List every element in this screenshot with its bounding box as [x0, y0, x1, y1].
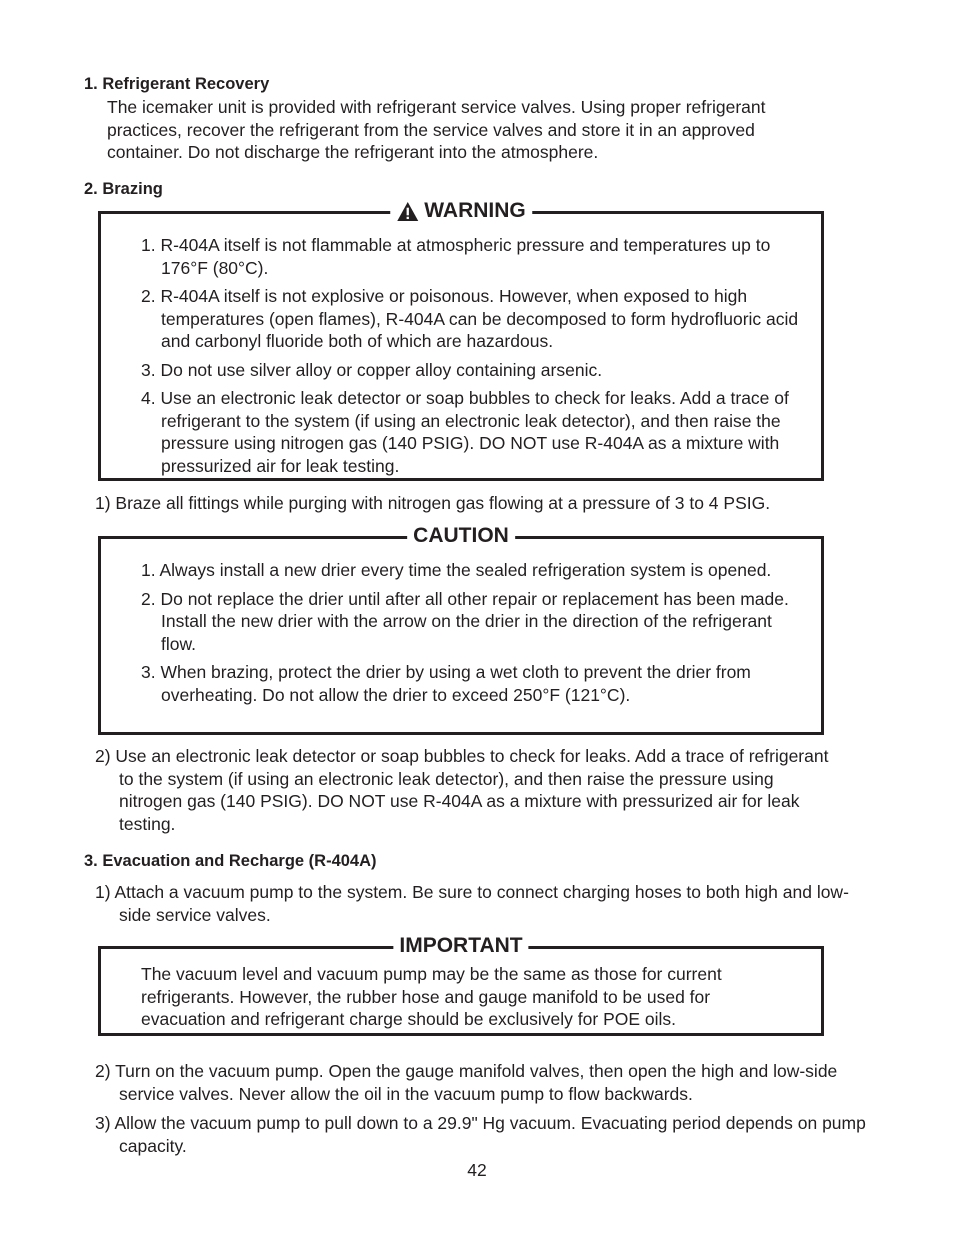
- caution-list: [141, 559, 801, 712]
- warning-title: [390, 198, 532, 224]
- warning-item: 1. R-404A itself is not flammable at atmospheric pressure and temperatures up to 176°F (80°C).: [141, 235, 771, 278]
- page-number: 42: [467, 1160, 487, 1180]
- brazing-step-2: 2) Use an electronic leak detector or soap bubbles to check for leaks. Add a trace of refrigerant to the system (if using an electronic leak detector), and then raise the pressure using nitrogen gas (140 PSIG). DO NOT use R-404A as a mixture with pressurized air for leak testing.: [95, 746, 829, 834]
- warning-item: 3. Do not use silver alloy or copper alloy containing arsenic.: [141, 359, 603, 380]
- brazing-step-1: 1) Braze all fittings while purging with nitrogen gas flowing at a pressure of 3 to 4 PSIG.: [95, 493, 771, 513]
- section-heading-recovery: 1. Refrigerant Recovery: [84, 75, 270, 93]
- warning-triangle-icon: [396, 201, 419, 222]
- caution-title: CAUTION: [407, 523, 515, 549]
- evacuation-step-2: 2) Turn on the vacuum pump. Open the gauge manifold valves, then open the high and low-side service valves. Never allow the oil in the vacuum pump to flow backwards.: [95, 1061, 838, 1104]
- important-body: [141, 963, 791, 1031]
- caution-box: [98, 524, 824, 735]
- caution-item: 1. Always install a new drier every time the sealed refrigeration system is opened.: [141, 560, 772, 580]
- important-box: [98, 934, 824, 1036]
- evacuation-step-1: 1) Attach a vacuum pump to the system. Be sure to connect charging hoses to both high and low-side service valves.: [95, 882, 849, 925]
- warning-title-text: WARNING: [424, 199, 526, 222]
- warning-item: 2. R-404A itself is not explosive or poisonous. However, when exposed to high temperatures (open flames), R-404A can be decomposed to form hydrofluoric acid and carbonyl fluoride both of which are hazardous.: [141, 286, 799, 351]
- section-heading-brazing: 2. Brazing: [84, 180, 163, 198]
- warning-item: 4. Use an electronic leak detector or soap bubbles to check for leaks. Add a trace of refrigerant to the system (if using an electronic leak detector), and then raise the pressure using nitrogen gas (140 PSIG). DO NOT use R-404A as a mixture with pressurized air for leak testing.: [141, 388, 789, 476]
- important-text: The vacuum level and vacuum pump may be the same as those for current refrigerants. However, the rubber hose and gauge manifold to be used for evacuation and refrigerant charge should be exclusively for POE oils.: [141, 964, 722, 1029]
- evacuation-step-3: 3) Allow the vacuum pump to pull down to a 29.9" Hg vacuum. Evacuating period depends on pump capacity.: [95, 1113, 866, 1156]
- caution-item: 2. Do not replace the drier until after all other repair or replacement has been made. Install the new drier with the arrow on the drier in the direction of the refrigerant flow.: [141, 588, 789, 654]
- important-title: IMPORTANT: [393, 933, 528, 959]
- warning-box: [98, 199, 824, 481]
- recovery-paragraph: The icemaker unit is provided with refrigerant service valves. Using proper refrigerant practices, recover the refrigerant from the service valves and store it in an approved container. Do not discharge the refrigerant into the atmosphere.: [107, 97, 766, 162]
- caution-item: 3. When brazing, protect the drier by using a wet cloth to prevent the drier from overheating. Do not allow the drier to exceed 250°F (121°C).: [141, 662, 751, 705]
- warning-list: [141, 234, 801, 483]
- section-heading-evacuation: 3. Evacuation and Recharge (R-404A): [84, 852, 377, 870]
